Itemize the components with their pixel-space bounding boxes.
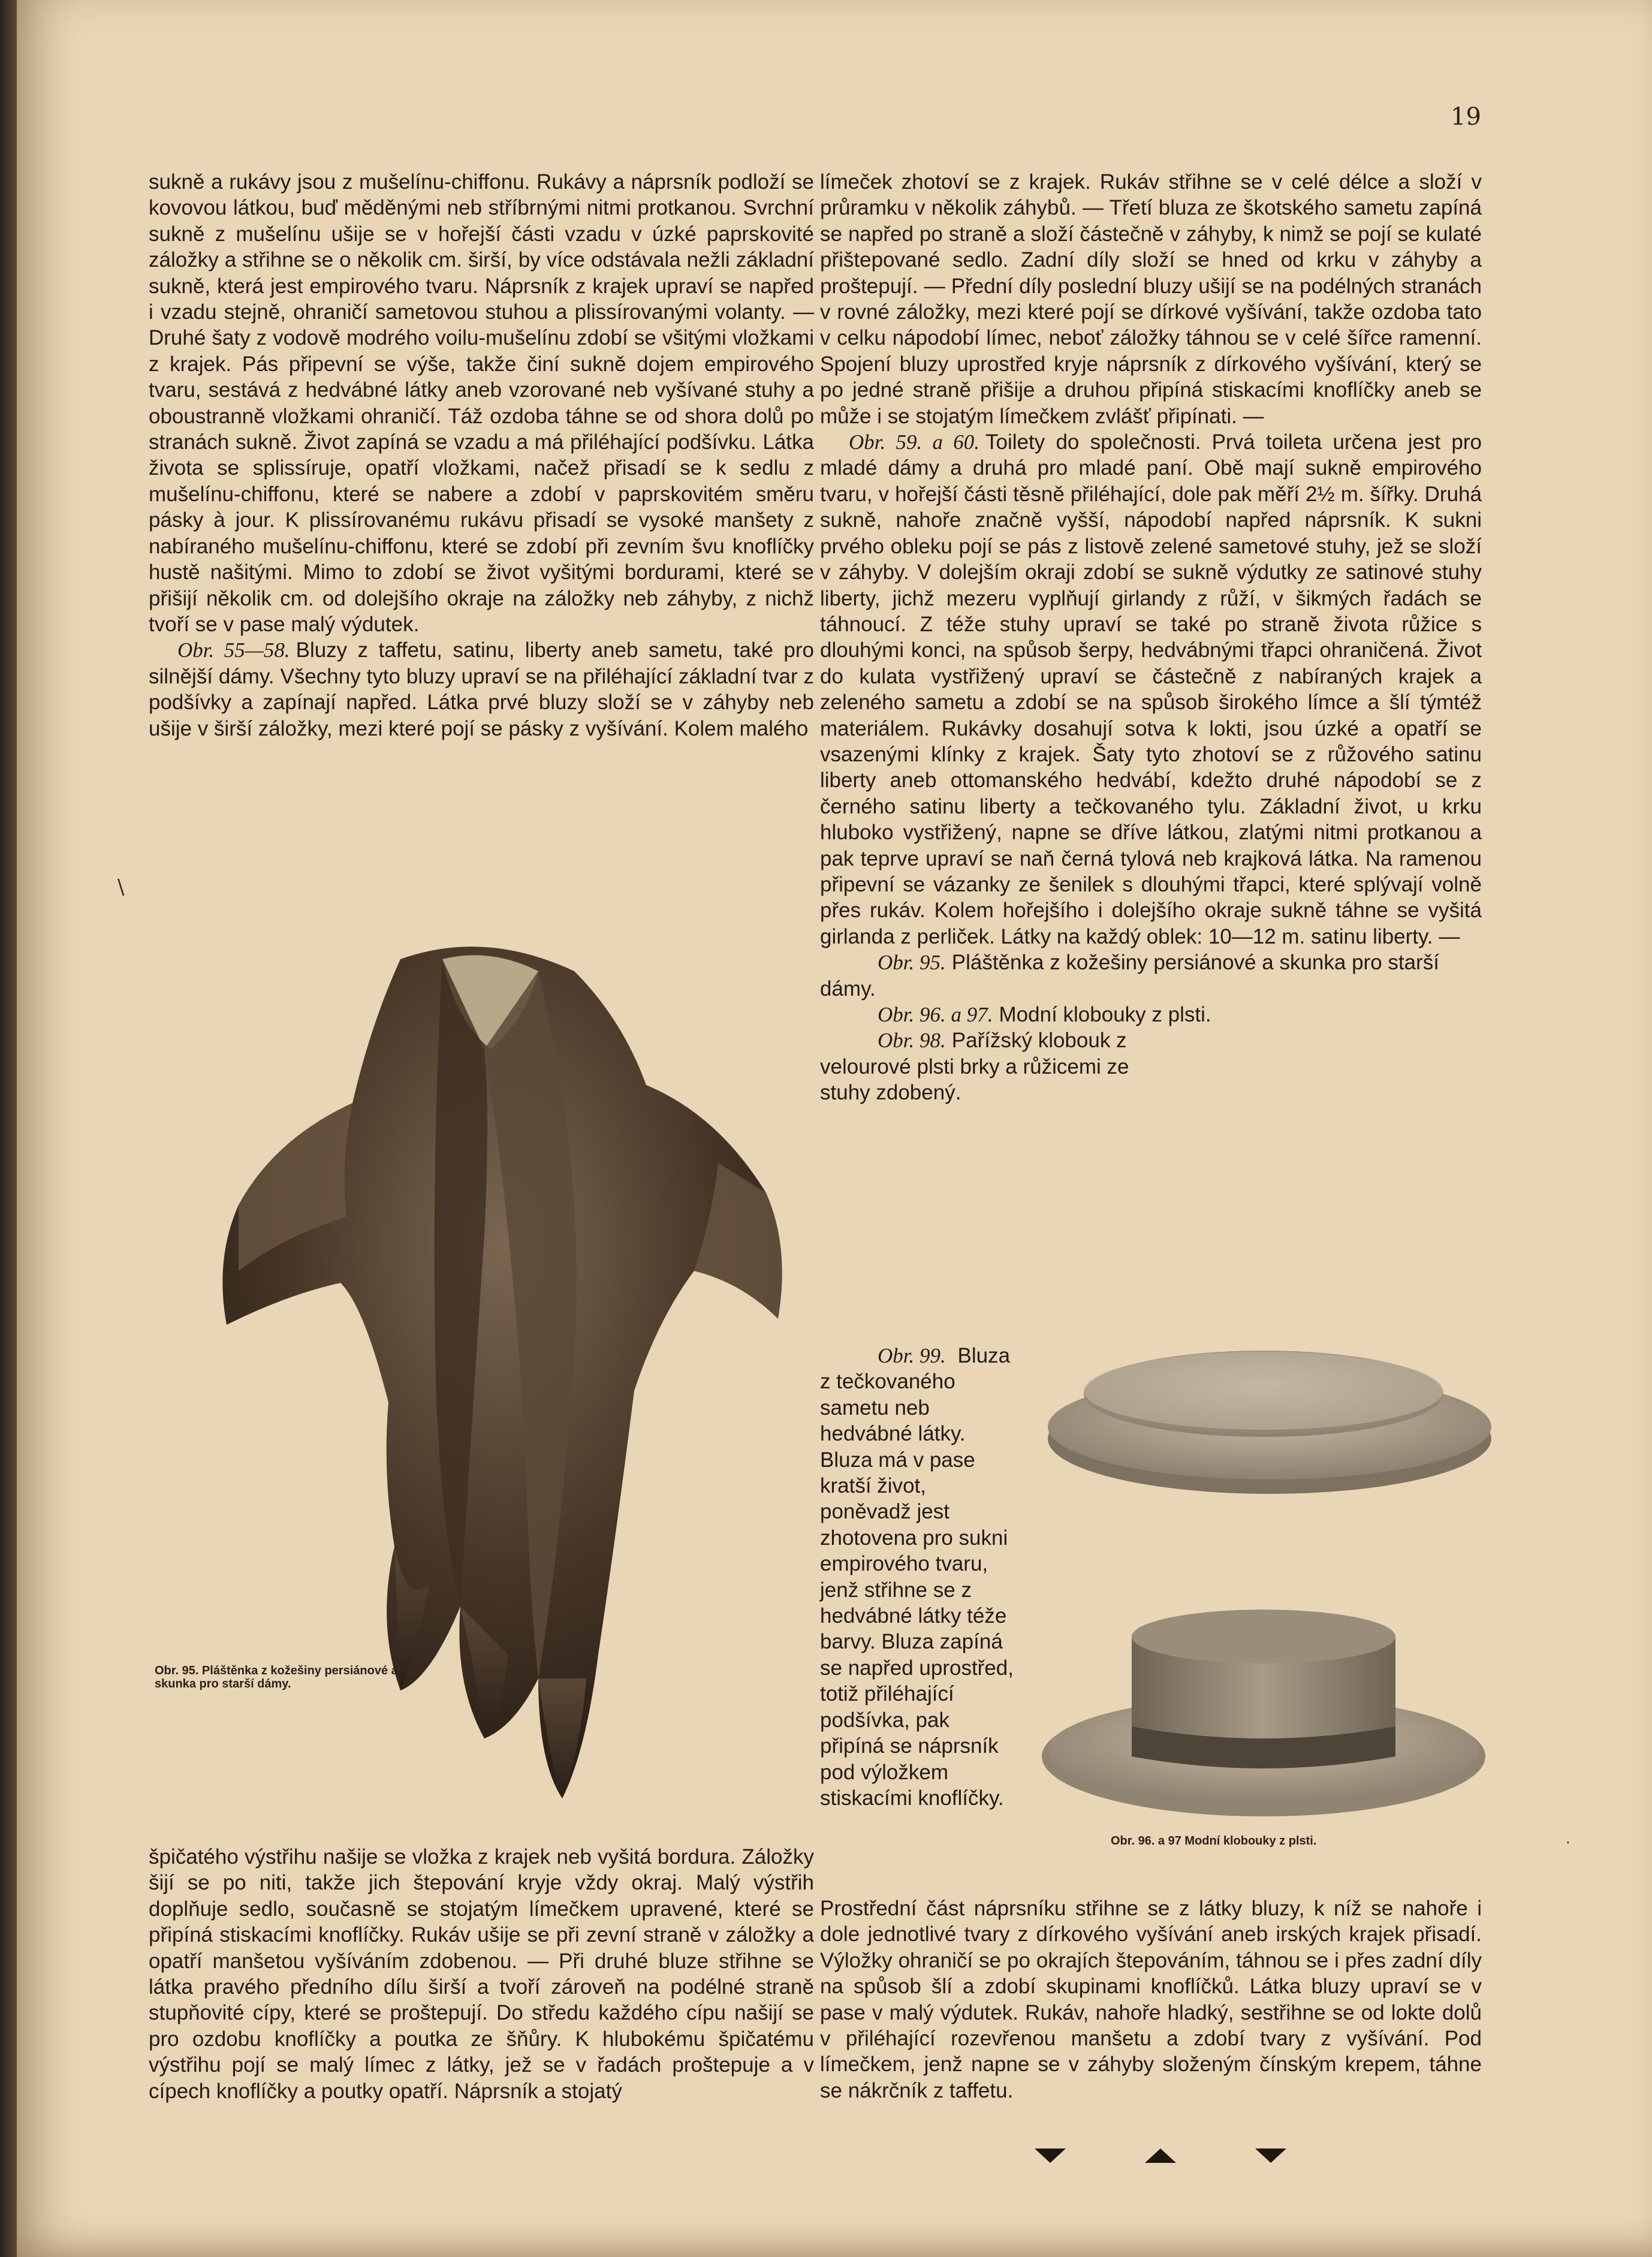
right-paragraph-1: límeček zhotoví se z krajek. Rukáv střihne se v celé délce a složí v průramku v několik záhybů. — Třetí bluza ze škotského sametu zapíná se napřed po straně a složí částečně v záhyby, k nimž se pojí se kulaté přištepované sedlo. Zadní díly složí se hned od krku v záhyby a proštepují. — Přední díly poslední bluzy ušijí se na podélných stranách v rovné záložky, mezi které pojí se dírkové vyšívání, takže ozdoba tato v celku nápodobí límec, neboť záložky táhnou se v celé šířce ramenní. Spojení bluzy uprostřed kryje náprsník z dírkového vyšívání, který se po jedné straně přišije a druhou připíná stiskacími knoflíčky aneb se může i se stojatým límečkem zvlášť připínati. — <box>820 170 1482 428</box>
ornament-down-triangle <box>1035 2148 1066 2163</box>
right-paragraph-obr59 <box>820 429 1482 950</box>
obr95-text: Pláštěnka z kožešiny persiánové a skunka pro starší dámy. <box>820 951 1439 1001</box>
right-column-bottom <box>820 1896 1482 2104</box>
right-item-obr96 <box>820 1002 1482 1027</box>
obr99-text: Bluza z tečkovaného sametu neb hedvábné látky. Bluza má v pase kratší život, poněvadž jest zhotovena pro sukni empirového tvaru, jenž střihne se z hedvábné látky téže barvy. Bluza zapíná se napřed uprostřed, totiž přiléhající podšívka, pak připíná se náprsník pod výložkem stiskacími knoflíčky. <box>820 1344 1014 1810</box>
obr99-wrap-text <box>820 1343 1018 1811</box>
fig95-caption: Obr. 95. Pláštěnka z kožešiny persiánové a skunka pro starší dámy. <box>155 1664 398 1691</box>
right-column-top <box>820 169 1482 1106</box>
margin-mark: \ <box>117 875 125 899</box>
ornament-down-triangle <box>1255 2148 1286 2163</box>
left-paragraph-obr55 <box>149 637 814 742</box>
fig96-caption: Obr. 96. a 97 Modní klobouky z plsti. <box>1111 1834 1317 1848</box>
ornament <box>1035 2148 1286 2163</box>
left-paragraph-1: sukně a rukávy jsou z mušelínu-chiffonu. Rukávy a náprsník podloží se kovovou látkou, buď měděnými neb stříbrnými nitmi protkanou. Svrchní sukně z mušelínu ušije se v hořejší části vzadu v úzké paprskovité záložky a střihne se o několik cm. širší, by více odstávala nežli základní sukně, která jest empirového tvaru. Náprsník z krajek upraví se napřed i vzadu stejně, ohraničí sametovou stuhou a plissírovanými volanty. — Druhé šaty z vodově modrého voilu-mušelínu zdobí se všitými vložkami z krajek. Pás připevní se výše, takže činí sukně dojem empirového tvaru, sestává z hedvábné látky aneb vzorované neb vyšívané stuhy a oboustranně vložkami ohraničí. Táž ozdoba táhne se od shora dolů po stranách sukně. Život zapíná se vzadu a má přiléhající podšívku. Látka života se splissíruje, opatří vložkami, načež přisadí se k sedlu z mušelínu-chiffonu, které se nabere a zdobí v paprskovitém směru pásky à jour. K plissírovanému rukávu přisadí se vysoké manšety z nabíraného mušelínu-chiffonu, které se zdobí při zevním švu knoflíčky hustě našitými. Mimo to zdobí se život vyšitými bordurami, které se přišijí několik cm. od dolejšího okraje na záložky neb záhyby, z nichž tvoří se v pase malý výdutek. <box>149 170 814 636</box>
left-paragraph-bottom: špičatého výstřihu našije se vložka z krajek neb vyšitá bordura. Záložky šijí se po niti, takže jich štepování kryje vždy okraj. Malý výstřih doplňuje sedlo, současně se stojatým límečkem upravené, které se připíná stiskacími knoflíčky. Rukáv ušije se při zevní straně v záložky a opatří manšetou vyšíváním zdobenou. — Při druhé bluze střihne se látka pravého předního dílu širší a tvoří zároveň na podélné straně stupňovité cípy, které se proštepují. Do středu každého cípu našijí se pro ozdobu knoflíčky a poutka ze šňůry. K hlubokému špičatému výstřihu pojí se malý límec z látky, jež se v řadách proštepuje a v cípech knoflíčky a poutky opatří. Náprsník a stojatý <box>149 1845 814 2103</box>
book-spine-shadow <box>0 0 17 2257</box>
margin-mark: · <box>1566 1834 1570 1851</box>
obr-reference: Obr. 98. <box>878 1029 946 1053</box>
left-column-bottom <box>149 1844 814 2104</box>
obr59-text: Toilety do společnosti. Prvá toileta určena jest pro mladé dámy a druhá pro mladé paní. Obě mají sukně empirového tvaru, v hořejší části těsně přiléhající, dole pak měří 2½ m. šířky. Druhá sukně, nahoře značně vyšší, nápodobí napřed náprsník. K sukni prvého obleku pojí se pás z listově zelené sametové stuhy, jež se složí v záhyby. V dolejším okraji zdobí se sukně výdutky ze satinové stuhy liberty, jichž mezeru vyplňují girlandy z růží, v šikmých řadách se táhnoucí. Z téže stuhy upraví se také po straně života růžice s dlouhými konci, na spůsob šerpy, hedvábnými třapci ohraničená. Život do kulata vystřižený upraví se částečně z nabíraných krajek a zeleného sametu a zdobí se na spůsob širokého límce a šlí týmtéž materiálem. Rukávky dosahují sotva k lokti, jsou úzké a opatří se vsazenými klínky z krajek. Šaty tyto zhotoví se z růžového satinu liberty aneb ottomanského hedvábí, kdežto druhé nápodobí se z černého satinu liberty a tečkovaného tylu. Základní život, u krku hluboko vystřižený, napne se dříve látkou, zlatými nitmi protkanou a pak teprve upraví se naň černá tylová neb krajková látka. Na ramenou připevní se vázanky ze šenilek s dlouhými třapci, které splývají volně přes rukáv. Kolem hořejšího i dolejšího okraje sukně táhne se vyšitá girlanda z perliček. Látky na každý oblek: 10—12 m. satinu liberty. — <box>820 430 1482 948</box>
obr96-text: Modní klobouky z plsti. <box>999 1003 1211 1026</box>
hats-illustration <box>1036 1337 1491 1828</box>
right-item-obr95 <box>820 950 1482 1002</box>
obr-reference: Obr. 96. a 97. <box>878 1003 993 1026</box>
obr-reference: Obr. 59. a 60. <box>849 430 980 454</box>
right-paragraph-bottom: Prostřední část náprsníku střihne se z látky bluzy, k níž se nahoře i dole jednotlivé tvary z dírkového vyšívání aneb irských krajek přisadí. Výložky ohraničí se po okrajích štepováním, táhnou se i přes zadní díly na spůsob šlí a zdobí skupinami knoflíčků. Látka bluzy upraví se v pase v malý výdutek. Rukáv, nahoře hladký, sestřihne se od lokte dolů v přiléhající rozevřenou manšetu a zdobí tvary z vyšívání. Pod límečkem, jenž napne se v záhyby složeným čínským krepem, táhne se nákrčník z taffetu. <box>820 1897 1482 2102</box>
obr-reference: Obr. 95. <box>878 951 946 975</box>
page-number: 19 <box>1451 103 1481 131</box>
right-item-obr98 <box>820 1027 1180 1105</box>
left-column-top <box>149 169 814 742</box>
ornament-up-triangle <box>1145 2148 1176 2163</box>
obr-reference: Obr. 99. <box>878 1344 946 1367</box>
obr98-text: Pařížský klobouk z velourové plsti brky a růžicemi ze stuhy zdobený. <box>820 1029 1129 1105</box>
obr-reference: Obr. 55—58. <box>177 638 290 662</box>
obr55-text: Bluzy z taffetu, satinu, liberty aneb sametu, také pro silnější dámy. Všechny tyto bluzy upraví se na přiléhající základní tvar z podšívky a zapínají napřed. Látka prvé bluzy složí se v záhyby neb ušije v širší záložky, mezi které pojí se pásky z vyšívání. Kolem malého <box>149 638 814 740</box>
page <box>17 0 1652 2257</box>
